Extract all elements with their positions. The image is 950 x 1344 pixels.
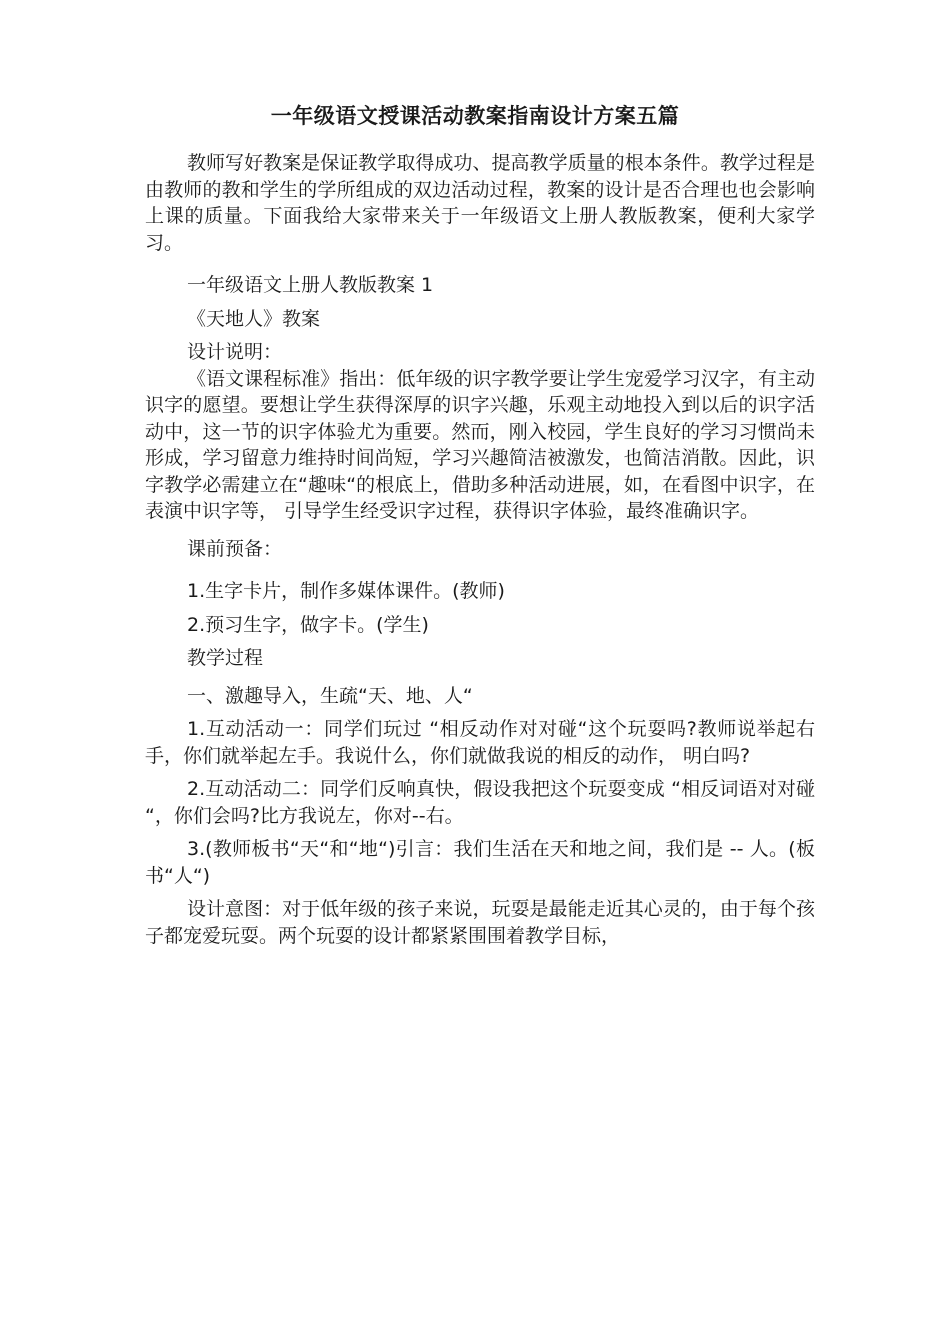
- lesson-heading: 一年级语文上册人教版教案 1: [187, 274, 434, 296]
- intro-paragraph: 教师写好教案是保证教学取得成功、提高教学质量的根本条件。教学过程是由教师的教和学生的学所组成的双边活动过程，教案的设计是否合理也也会影响上课的质量。下面我给大家带来关于一年级语文上册人教版教案，便利大家学习。: [145, 152, 815, 254]
- document-body: [145, 150, 815, 949]
- activity-paragraph: 3.(教师板书“天“和“地“)引言：我们生活在天和地之间，我们是 -- 人。(板书“人“): [145, 838, 815, 887]
- design-notes-heading: 设计说明：: [187, 341, 283, 363]
- preparation-item: 2.预习生字，做字卡。(学生): [187, 613, 429, 636]
- lesson-title: 《天地人》教案: [187, 307, 321, 330]
- activity-paragraph: 2.互动活动二：同学们反响真快，假设我把这个玩耍变成 “相反词语对对碰 “，你们会吗?比方我说左，你对--右。: [145, 778, 815, 827]
- teaching-process-heading: 教学过程: [187, 647, 264, 669]
- design-notes-paragraph: 《语文课程标准》指出：低年级的识字教学要让学生宠爱学习汉字，有主动识字的愿望。要想让学生获得深厚的识字兴趣，乐观主动地投入到以后的识字活动中，这一节的识字体验尤为重要。然而，刚入校园，学生良好的学习习惯尚未形成，学习留意力维持时间尚短，学习兴趣简洁被激发，也简洁消散。因此，识字教学必需建立在“趣味“的根底上，借助多种活动进展，如，在看图中识字，在表演中识字等， 引导学生经受识字过程，获得识字体验，最终准确识字。: [145, 367, 815, 522]
- section-heading: 一、激趣导入，生疏“天、地、人“: [187, 684, 473, 707]
- design-intent-paragraph: 设计意图：对于低年级的孩子来说，玩耍是最能走近其心灵的，由于每个孩子都宠爱玩耍。两个玩耍的设计都紧紧围围着教学目标，: [145, 898, 815, 947]
- preparation-item: 1.生字卡片，制作多媒体课件。(教师): [187, 580, 505, 602]
- activity-paragraph: 1.互动活动一：同学们玩过 “相反动作对对碰“这个玩耍吗?教师说举起右手，你们就举起左手。我说什么，你们就做我说的相反的动作， 明白吗?: [145, 718, 815, 767]
- preparation-heading: 课前预备：: [187, 537, 283, 560]
- document-title: 一年级语文授课活动教案指南设计方案五篇: [270, 104, 680, 128]
